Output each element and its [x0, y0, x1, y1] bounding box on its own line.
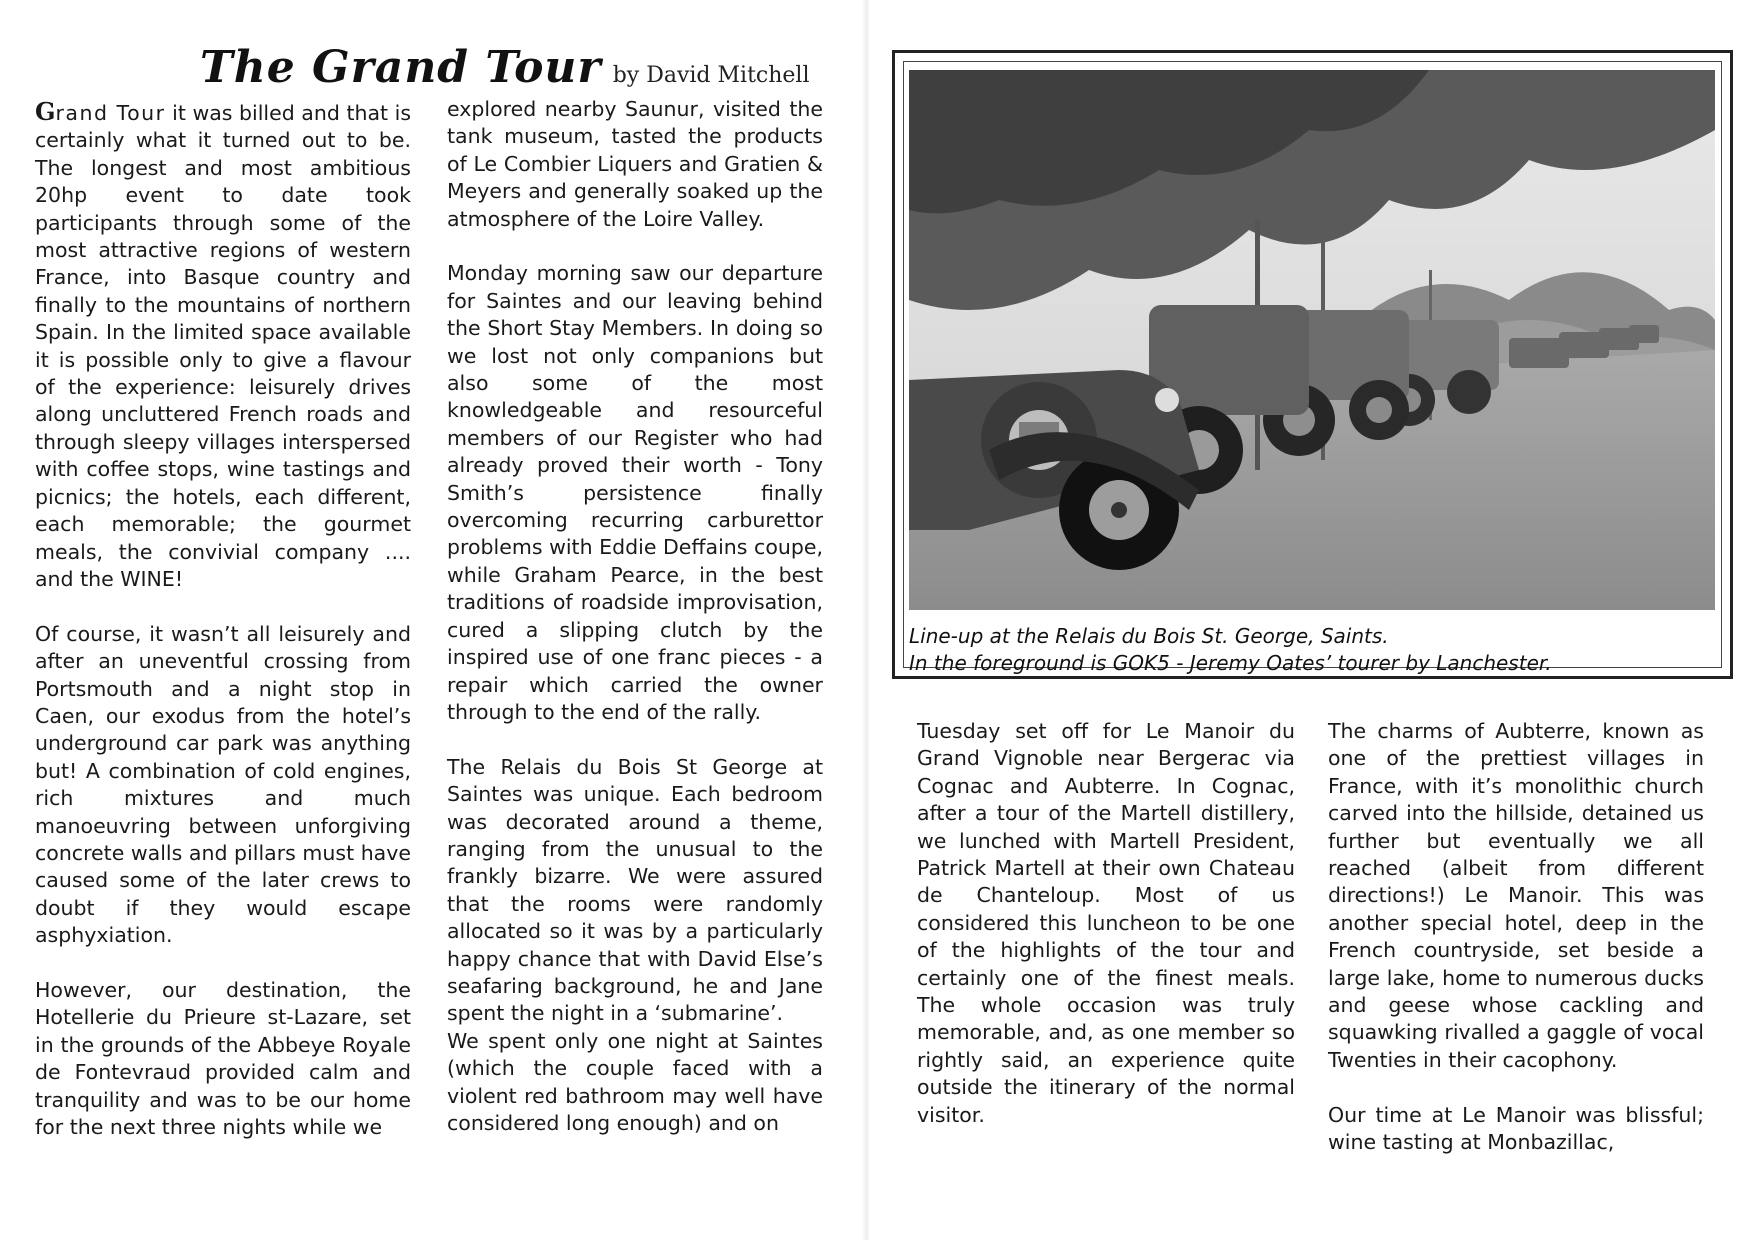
lead-words: rand Tour	[55, 101, 166, 125]
paragraph: However, our destination, the Hotellerie du Prieure st-Lazare, set in the grounds of the Abbeye Royale de Fontevraud provided calm and tranquility and was to be our home for the next three nights while we	[35, 977, 411, 1139]
photo-figure	[892, 50, 1733, 679]
vintage-cars-photo	[909, 70, 1715, 610]
paragraph: The Relais du Bois St George at Saintes was unique. Each bedroom was decorated around a theme, ranging from the unusual to the frankly bizarre. We were assured that the rooms were randomly allocated so it was by a particularly happy chance that with David Else’s seafaring background, he and Jane spent the night in a ‘submarine’.	[447, 754, 823, 1026]
text-column-1	[35, 98, 411, 1141]
paragraph: Our time at Le Manoir was blissful; wine tasting at Monbazillac,	[1328, 1102, 1704, 1155]
article-title: The Grand Tour	[200, 42, 602, 93]
caption-line-2: In the foreground is GOK5 - Jeremy Oates’ tourer by Lanchester.	[909, 651, 1552, 675]
paragraph: Of course, it wasn’t all leisurely and after an uneventful crossing from Portsmouth and a night stop in Caen, our exodus from the hotel’s underground car park was anything but! A combination of cold engines, rich mixtures and much manoeuvring between unforgiving concrete walls and pillars must have caused some of the later crews to doubt if they would escape asphyxiation.	[35, 621, 411, 948]
paragraph: explored nearby Saunur, visited the tank museum, tasted the products of Le Combier Liquers and Gratien & Meyers and generally soaked up the atmosphere of the Loire Valley.	[447, 97, 823, 231]
photo-caption	[909, 623, 1715, 677]
paragraph	[35, 98, 411, 593]
text-column-4	[1328, 718, 1704, 1156]
drop-cap: G	[35, 97, 56, 126]
paragraph: We spent only one night at Saintes (which the couple faced with a violent red bathroom may well have considered long enough) and on	[447, 1028, 823, 1135]
article-byline: by David Mitchell	[612, 63, 810, 88]
right-page	[870, 0, 1752, 1240]
article-title-block	[200, 42, 810, 94]
page-gutter	[862, 0, 870, 1240]
left-page	[0, 0, 862, 1240]
text-column-2	[447, 96, 823, 1137]
paragraph-text: it was billed and that is certainly what it turned out to be. The longest and most ambitious 20hp event to date took participants through some of the most attractive regions of western France, into Basque country and finally to the mountains of northern Spain. In the limited space available it is possible only to give a flavour of the experience: leisurely drives along uncluttered French roads and through sleepy villages interspersed with coffee stops, wine tastings and picnics; the hotels, each different, each memorable; the gourmet meals, the convivial company .... and the WINE!	[35, 101, 412, 591]
text-column-3	[917, 718, 1295, 1129]
paragraph: The charms of Aubterre, known as one of the prettiest villages in France, with it’s monolithic church carved into the hillside, detained us further but eventually we all reached (albeit from different directions!) Le Manoir. This was another special hotel, deep in the French countryside, set beside a large lake, home to numerous ducks and geese whose cackling and squawking rivalled a gaggle of vocal Twenties in their cacophony.	[1328, 719, 1704, 1072]
photo-illustration	[909, 70, 1715, 610]
caption-line-1: Line-up at the Relais du Bois St. George, Saints.	[909, 624, 1389, 648]
paragraph: Monday morning saw our departure for Saintes and our leaving behind the Short Stay Members. In doing so we lost not only companions but also some of the most knowledgeable and resourceful members of our Register who had already proved their worth - Tony Smith’s persistence finally overcoming recurring carburettor problems with Eddie Deffains coupe, while Graham Pearce, in the best traditions of roadside improvisation, cured a slipping clutch by the inspired use of one franc pieces - a repair which carried the owner through to the end of the rally.	[447, 261, 823, 724]
paragraph: Tuesday set off for Le Manoir du Grand Vignoble near Bergerac via Cognac and Aubterre. In Cognac, after a tour of the Martell distillery, we lunched with Martell President, Patrick Martell at their own Chateau de Chanteloup. Most of us considered this luncheon to be one of the highlights of the tour and certainly one of the finest meals. The whole occasion was truly memorable, and, as one member so rightly said, an experience quite outside the itinerary of the normal visitor.	[917, 719, 1295, 1127]
